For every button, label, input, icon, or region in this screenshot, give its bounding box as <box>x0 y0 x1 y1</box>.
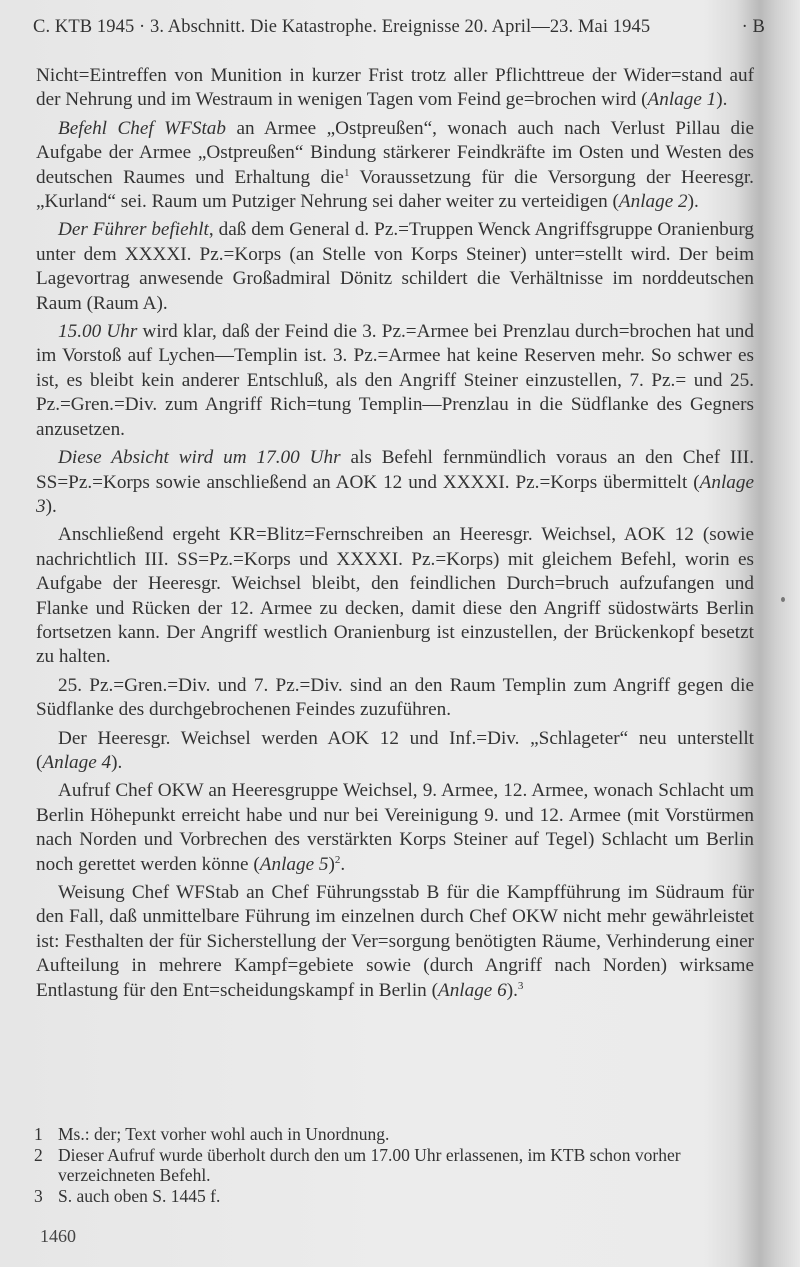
text-run: . <box>340 853 346 875</box>
body-text <box>36 64 754 1003</box>
italic-run: Anlage 6 <box>437 979 507 1001</box>
footnote-number: 3 <box>34 1185 43 1206</box>
paragraph-p10 <box>36 881 754 1003</box>
paragraph-p3 <box>36 218 754 316</box>
italic-run: Anlage 3 <box>36 471 754 517</box>
text-run: Anschließend ergeht KR=Blitz=Fernschreiben an Heeresgr. Weichsel, AOK 12 (sowie nachrichtlich III. SS=Pz.=Korps und XXXXI. Pz.=Korps) mit gleichem Befehl, worin es Aufgabe der Heeresgr. Weichsel bleibt, den feindlichen Durch=bruch aufzufangen und Flanke und Rücken der 12. Armee zu decken, damit diese den Angriff südostwärts Berlin fortsetzen kann. Der Angriff westlich Oranienburg ist einzustellen, der Brückenkopf besetzt zu halten. <box>36 524 754 668</box>
text-run: ). <box>111 751 123 773</box>
text-run: ). <box>687 191 699 213</box>
italic-run: Der Führer befiehlt <box>58 219 209 241</box>
italic-run: Anlage 4 <box>42 751 112 773</box>
paragraph-p6 <box>36 523 754 669</box>
italic-run: Diese Absicht wird um 17.00 Uhr <box>58 447 341 469</box>
running-header <box>33 17 765 38</box>
text-run: 25. Pz.=Gren.=Div. und 7. Pz.=Div. sind an den Raum Templin zum Angriff gegen die Südflanke des durchgebrochenen Feindes zuzuführen. <box>36 674 754 721</box>
italic-run: Anlage 2 <box>618 191 688 213</box>
italic-run: Anlage 1 <box>647 89 717 111</box>
text-run: Weisung Chef WFStab an Chef Führungsstab B für die Kampfführung im Südraum für den Fall, daß unmittelbare Führung im einzelnen durch Chef OKW nicht mehr gewährleistet ist: Festhalten der für Sicherstellung der Ver=sorgung benötigten Räume, Verhinderung einer Aufteilung in mehrere Kampf=gebiete sowie (durch Angriff nach Norden) wirksame Entlastung für den Ent=scheidungskampf in Berlin ( <box>36 882 754 1001</box>
footnote-ref: 1 <box>343 166 350 179</box>
text-run: Nicht=Eintreffen von Munition in kurzer Frist trotz aller Pflichttreue der Wider=stand auf der Nehrung und im Westraum in wenigen Tagen vom Feind ge=brochen wird ( <box>36 65 754 111</box>
footnotes <box>34 1124 764 1206</box>
footnote-ref: 3 <box>517 979 524 992</box>
footnote-ref: 2 <box>334 853 341 866</box>
text-run: wird klar, daß der Feind die 3. Pz.=Armee bei Prenzlau durch=brochen hat und im Vorstoß auf Lychen—Templin ist. 3. Pz.=Armee hat keine Reserven mehr. So schwer es ist, es bleibt kein anderer Entschluß, als den Angriff Steiner einzustellen, 7. Pz.= und 25. Pz.=Gren.=Div. zum Angriff Rich=tung Templin—Prenzlau in die Südflanke des Gegners anzusetzen. <box>36 321 754 440</box>
text-run: , daß dem General d. Pz.=Truppen Wenck Angriffsgruppe Oranienburg unter dem XXXXI. Pz.=Korps (an Stelle von Korps Steiner) unter=stellt wird. Der beim Lagevortrag anwesende Großadmiral Dönitz schildert die Verhältnisse im norddeutschen Raum (Raum A). <box>36 219 755 314</box>
text-run: ). <box>45 495 57 517</box>
paragraph-p7 <box>36 674 754 723</box>
margin-mark <box>781 597 785 602</box>
text-run: Der Heeresgr. Weichsel werden AOK 12 und Inf.=Div. „Schlageter“ neu unterstellt ( <box>36 727 754 773</box>
text-run: Voraussetzung für die Versorgung der Heeresgr. „Kurland“ sei. Raum um Putziger Nehrung sei daher weiter zu verteidigen ( <box>36 166 754 213</box>
footnote-number: 1 <box>34 1124 43 1144</box>
paragraph-p4 <box>36 320 754 442</box>
text-run: als Befehl fernmündlich voraus an den Chef III. SS=Pz.=Korps sowie anschließend an AOK 12 und XXXXI. Pz.=Korps übermittelt ( <box>36 447 754 493</box>
text-run: ). <box>506 979 518 1001</box>
paragraph-p9 <box>36 779 754 877</box>
page-number: 1460 <box>40 1226 76 1246</box>
footnote-2 <box>34 1145 764 1186</box>
footnote-text: S. auch oben S. 1445 f. <box>58 1185 221 1206</box>
italic-run: Befehl Chef WFStab <box>58 117 226 139</box>
paragraph-p8 <box>36 727 754 776</box>
footnote-text: Ms.: der; Text vorher wohl auch in Unordnung. <box>58 1124 390 1144</box>
italic-run: Anlage 5 <box>259 853 329 875</box>
running-header-section: · B <box>741 17 765 37</box>
text-run: ) <box>328 853 335 875</box>
text-run: Aufruf Chef OKW an Heeresgruppe Weichsel, 9. Armee, 12. Armee, wonach Schlacht um Berlin Höhepunkt erreicht habe und nur bei Vereinigung 9. und 12. Armee (mit Vorstürmen nach Norden und Vorbrechen des verstärkten Korps Steiner auf Tegel) Schlacht um Berlin noch gerettet werden könne ( <box>36 780 754 875</box>
text-run: ). <box>716 89 728 111</box>
footnote-number: 2 <box>34 1144 43 1165</box>
footnote-3 <box>34 1186 764 1207</box>
text-run: an Armee „Ostpreußen“, wonach auch nach Verlust Pillau die Aufgabe der Armee „Ostpreußen“ Bindung stärkerer Feindkräfte im Osten und Westen des deutschen Raumes und Erhaltung die <box>36 117 754 188</box>
paragraph-p1 <box>36 64 754 113</box>
running-header-title: C. KTB 1945 · 3. Abschnitt. Die Katastrophe. Ereignisse 20. April—23. Mai 1945 <box>33 17 651 37</box>
paragraph-p5 <box>36 446 754 519</box>
italic-run: 15.00 Uhr <box>58 321 138 343</box>
footnote-text: Dieser Aufruf wurde überholt durch den um 17.00 Uhr erlassenen, im KTB schon vorher verzeichneten Befehl. <box>58 1144 681 1185</box>
footnote-1 <box>34 1124 764 1145</box>
paragraph-p2 <box>36 117 754 215</box>
